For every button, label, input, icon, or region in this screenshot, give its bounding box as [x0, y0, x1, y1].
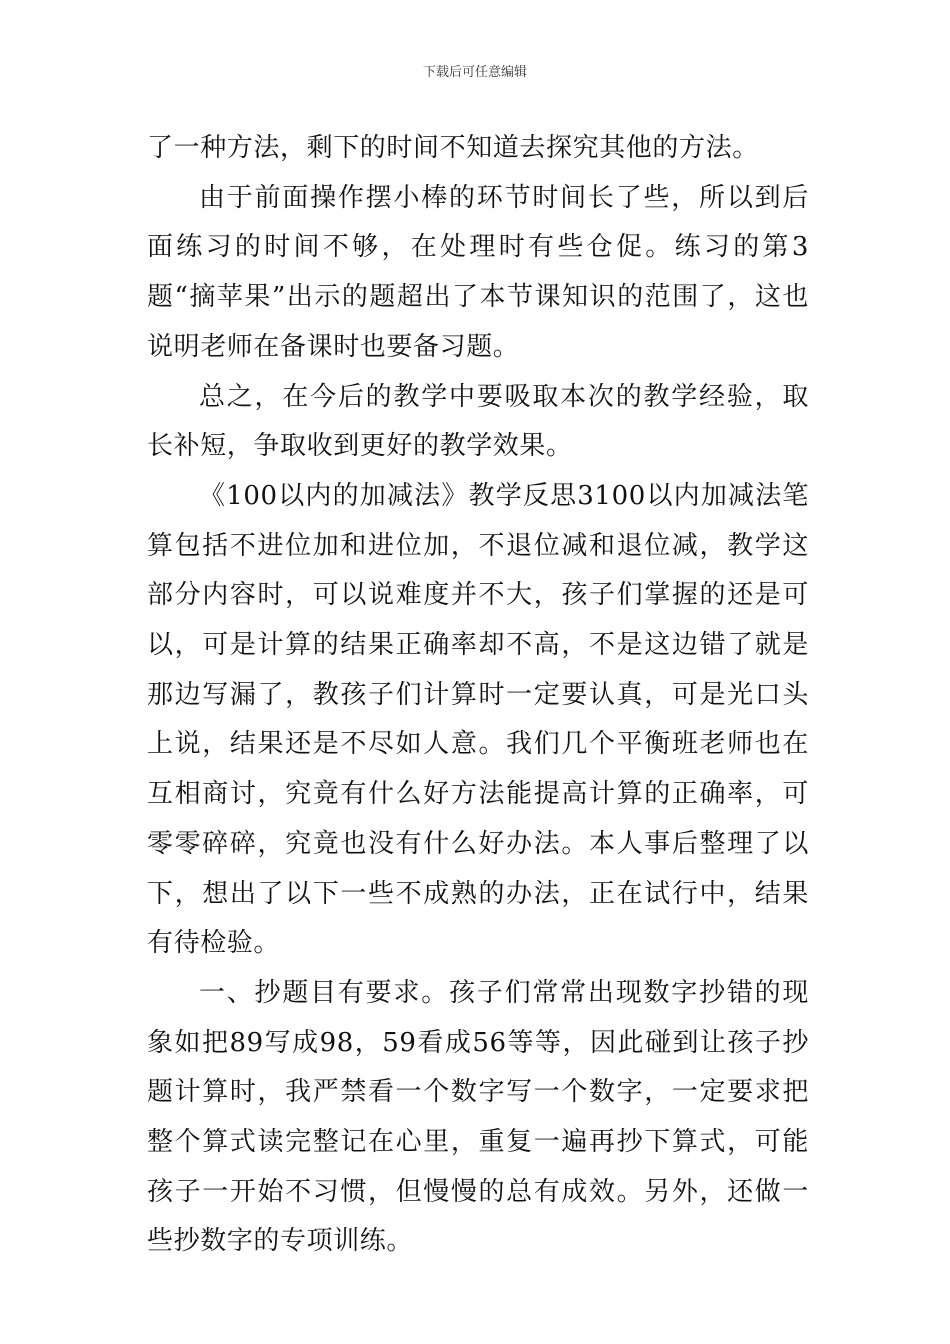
paragraph-reflection-intro: 《100以内的加减法》教学反思3100以内加减法笔算包括不进位加和进位加，不退位减和退位减，教学这部分内容时，可以说难度并不大，孩子们掌握的还是可以，可是计算的结果正确率却不高，不是这边错了就是那边写漏了，教孩子们计算时一定要认真，可是光口头上说，结果还是不尽如人意。我们几个平衡班老师也在互相商讨，究竟有什么好方法能提高计算的正确率，可零零碎碎，究竟也没有什么好办法。本人事后整理了以下，想出了以下一些不成熟的办法，正在试行中，结果有待检验。 [147, 480, 809, 959]
paragraph-time-management: 由于前面操作摆小棒的环节时间长了些，所以到后面练习的时间不够，在处理时有些仓促。练习的第3题“摘苹果”出示的题超出了本节课知识的范围了，这也说明老师在备课时也要备习题。 [147, 182, 809, 362]
paragraph-continuation: 了一种方法，剩下的时间不知道去探究其他的方法。 [147, 133, 759, 163]
paragraph-copy-requirement: 一、抄题目有要求。孩子们常常出现数字抄错的现象如把89写成98，59看成56等等，因此碰到让孩子抄题计算时，我严禁看一个数字写一个数字，一定要求把整个算式读完整记在心里，重复一遍再抄下算式，可能孩子一开始不习惯，但慢慢的总有成效。另外，还做一些抄数字的专项训练。 [147, 977, 809, 1257]
document-body [147, 124, 809, 1267]
paragraph-summary: 总之，在今后的教学中要吸取本次的教学经验，取长补短，争取收到更好的教学效果。 [147, 381, 809, 462]
page-header: 下载后可任意编辑 [422, 65, 527, 80]
